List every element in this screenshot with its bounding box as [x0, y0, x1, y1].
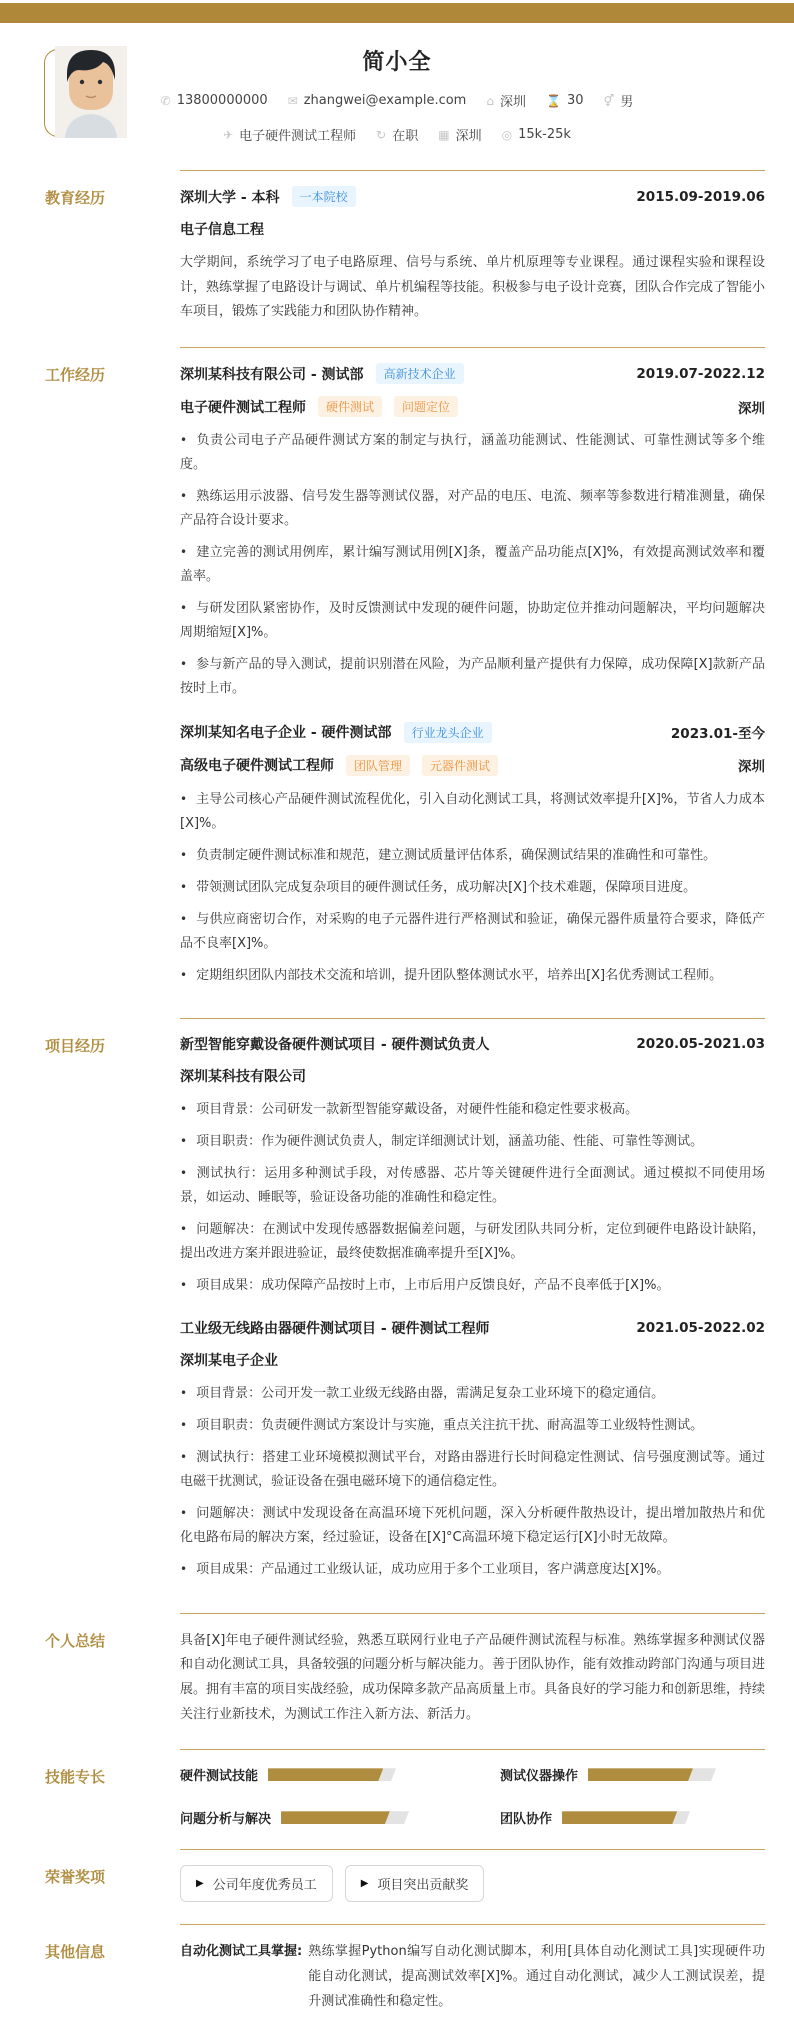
skills-body [180, 1749, 765, 1849]
project-bullet: • 项目成果：成功保障产品按时上市，上市后用户反馈良好，产品不良率低于[X]%。 [180, 1274, 765, 1298]
email-icon: ✉ [287, 93, 298, 108]
work-bullet-list [180, 788, 765, 988]
section-summary [0, 1613, 794, 1750]
other-body [180, 1924, 765, 2036]
resume-header [0, 23, 794, 170]
work-entry-head [180, 363, 765, 384]
summary-text: 具备[X]年电子硬件测试经验，熟悉互联网行业电子产品硬件测试流程与标准。熟练掌握多种测试仪器和自动化测试工具，具备较强的问题分析与解决能力。善于团队协作，能有效推动跨部门沟通与项目进展。拥有丰富的项目实战经验，成功保障多款产品高质量上市。具备良好的学习能力和创新思维，持续关注行业新技术，为测试工作注入新方法、新活力。 [180, 1632, 766, 1722]
section-work [0, 347, 794, 1018]
salary-icon: ◎ [501, 127, 513, 142]
work-bullet: • 熟练运用示波器、信号发生器等测试仪器，对产品的电压、电流、频率等参数进行精准测量，确保产品符合设计要求。 [180, 485, 765, 533]
section-title-summary: 个人总结 [45, 1631, 106, 1650]
project-bullet: • 项目背景：公司开发一款工业级无线路由器，需满足复杂工业环境下的稳定通信。 [180, 1382, 765, 1406]
resume-page [0, 3, 794, 2036]
project-entry-head [180, 1318, 765, 1338]
candidate-name: 简小全 [362, 50, 432, 75]
section-title-projects: 项目经历 [45, 1036, 106, 1055]
work-bullet: • 负责制定硬件测试标准和规范，建立测试质量评估体系，确保测试结果的准确性和可靠性。 [180, 844, 765, 868]
age-text: 30 [566, 93, 584, 108]
company-name: 深圳某科技有限公司 - 测试部 [180, 366, 364, 383]
city-icon: ▦ [438, 127, 450, 142]
skills-grid [180, 1765, 765, 1827]
work-date: 2019.07-2022.12 [636, 365, 765, 382]
skill-label: 问题分析与解决 [180, 1812, 272, 1828]
profile-photo-frame [44, 49, 118, 137]
skill-item [500, 1808, 765, 1827]
contact-salary [502, 127, 571, 142]
phone-number: 13800000000 [176, 93, 268, 108]
position-text: 电子硬件测试工程师 [239, 129, 357, 144]
project-company: 深圳某电子企业 [180, 1353, 278, 1370]
project-bullet: • 项目职责：负责硬件测试方案设计与实施，重点关注抗干扰、耐高温等工业级特性测试。 [180, 1414, 765, 1438]
contact-row-2 [30, 125, 764, 144]
skill-label: 测试仪器操作 [500, 1769, 579, 1785]
role-title: 电子硬件测试工程师 [180, 399, 306, 416]
contact-city [438, 125, 481, 144]
honor-label: 项目突出贡献奖 [377, 1878, 469, 1894]
project-entry [180, 1034, 765, 1298]
work-entry [180, 722, 765, 988]
project-bullet: • 项目成果：产品通过工业级认证，成功应用于多个工业项目，客户满意度达[X]%。 [180, 1558, 765, 1582]
education-description: 大学期间，系统学习了电子电路原理、信号与系统、单片机原理等专业课程。通过课程实验和课程设计，熟练掌握了电路设计与调试、单片机编程等技能。积极参与电子设计竞赛，团队合作完成了智能小车项目，锻炼了实践能力和团队协作精神。 [180, 255, 766, 320]
contact-gender [604, 91, 634, 110]
skill-bar-fill [268, 1768, 383, 1781]
project-company: 深圳某科技有限公司 [180, 1068, 306, 1085]
skill-bar-fill [562, 1811, 677, 1824]
project-bullet: • 测试执行：搭建工业环境模拟测试平台，对路由器进行长时间稳定性测试、信号强度测试等。通过电磁干扰测试，验证设备在强电磁环境下的通信稳定性。 [180, 1446, 765, 1494]
status-icon: ↻ [376, 127, 387, 142]
honors-body [180, 1849, 765, 1924]
work-bullet: • 与供应商密切合作，对采购的电子元器件进行严格测试和验证，确保元器件质量符合要求，降低产品不良率[X]%。 [180, 908, 765, 956]
work-role-row [180, 396, 765, 417]
work-bullet: • 定期组织团队内部技术交流和培训，提升团队整体测试水平，培养出[X]名优秀测试工程师。 [180, 964, 765, 988]
status-text: 在职 [392, 129, 419, 144]
work-entry-head [180, 722, 765, 743]
honor-pill [345, 1865, 485, 1902]
gender-icon: ⚥ [603, 93, 615, 108]
work-location: 深圳 [738, 400, 765, 417]
project-bullet: • 问题解决：在测试中发现传感器数据偏差问题，与研发团队共同分析，定位到硬件电路设计缺陷，提出改进方案并跟进验证，最终使数据准确率提升至[X]%。 [180, 1218, 765, 1266]
company-badge: 行业龙头企业 [404, 722, 492, 743]
phone-icon: ✆ [160, 93, 171, 108]
work-body [180, 347, 765, 1018]
work-bullet: • 带领测试团队完成复杂项目的硬件测试任务，成功解决[X]个技术难题，保障项目进度。 [180, 876, 765, 900]
project-bullet: • 项目职责：作为硬件测试负责人，制定详细测试计划，涵盖功能、性能、可靠性等测试。 [180, 1130, 765, 1154]
gender-text: 男 [620, 95, 634, 110]
project-entry-head [180, 1034, 765, 1054]
school-name: 深圳大学 - 本科 [180, 189, 280, 206]
projects-body [180, 1018, 765, 1613]
work-bullet: • 主导公司核心产品硬件测试流程优化，引入自动化测试工具，将测试效率提升[X]%，节省人力成本[X]%。 [180, 788, 765, 836]
skill-bar [562, 1811, 690, 1824]
honor-row [180, 1865, 765, 1902]
section-education [0, 170, 794, 347]
project-bullet-list [180, 1098, 765, 1298]
other-info-row [180, 1940, 765, 2014]
project-name: 新型智能穿戴设备硬件测试项目 - 硬件测试负责人 [180, 1036, 490, 1053]
role-tag: 问题定位 [394, 396, 458, 417]
skill-item [500, 1765, 765, 1784]
work-bullet: • 负责公司电子产品硬件测试方案的制定与执行，涵盖功能测试、性能测试、可靠性测试等多个维度。 [180, 429, 765, 477]
profile-photo [55, 46, 127, 138]
section-title-skills: 技能专长 [45, 1768, 106, 1787]
skill-bar [281, 1811, 409, 1824]
section-other [0, 1924, 794, 2036]
position-icon: ✈ [223, 127, 234, 142]
project-bullet-list [180, 1382, 765, 1582]
contact-row-1 [30, 91, 764, 110]
honor-pill [180, 1865, 333, 1902]
section-skills [0, 1749, 794, 1849]
summary-body [180, 1613, 765, 1750]
work-bullet: • 与研发团队紧密协作，及时反馈测试中发现的硬件问题，协助定位并推动问题解决，平均问题解决周期缩短[X]%。 [180, 597, 765, 645]
work-entry [180, 363, 765, 701]
section-title-work: 工作经历 [45, 366, 106, 385]
skill-bar [268, 1768, 396, 1781]
skill-bar [588, 1768, 716, 1781]
email-address: zhangwei@example.com [303, 93, 467, 108]
project-bullet: • 项目背景：公司研发一款新型智能穿戴设备，对硬件性能和稳定性要求极高。 [180, 1098, 765, 1122]
location-text: 深圳 [499, 95, 526, 110]
project-date: 2021.05-2022.02 [636, 1320, 765, 1337]
work-bullet: • 参与新产品的导入测试，提前识别潜在风险，为产品顺利量产提供有力保障，成功保障[X]款新产品按时上市。 [180, 653, 765, 701]
role-tag: 元器件测试 [422, 755, 498, 776]
top-accent-bar [0, 3, 794, 23]
role-tag: 硬件测试 [318, 396, 382, 417]
profile-photo-image [55, 46, 127, 138]
education-date: 2015.09-2019.06 [636, 188, 765, 205]
city-text: 深圳 [455, 129, 482, 144]
project-bullet: • 问题解决：测试中发现设备在高温环境下死机问题，深入分析硬件散热设计，提出增加散热片和优化电路布局的解决方案，经过验证，设备在[X]°C高温环境下稳定运行[X]小时无故障。 [180, 1502, 765, 1550]
work-bullet: • 建立完善的测试用例库，累计编写测试用例[X]条，覆盖产品功能点[X]%，有效提高测试效率和覆盖率。 [180, 541, 765, 589]
project-date: 2020.05-2021.03 [636, 1035, 765, 1052]
play-icon: ▶ [196, 1877, 204, 1889]
contact-location [486, 91, 526, 110]
contact-email [288, 93, 467, 108]
location-icon: ⌂ [486, 93, 494, 108]
work-location: 深圳 [738, 759, 765, 776]
company-name: 深圳某知名电子企业 - 硬件测试部 [180, 725, 392, 742]
contact-position [223, 125, 356, 144]
section-title-honors: 荣誉奖项 [45, 1868, 106, 1887]
section-title-other: 其他信息 [45, 1943, 106, 1962]
skill-label: 团队协作 [500, 1812, 553, 1828]
company-badge: 高新技术企业 [376, 363, 464, 384]
major-name: 电子信息工程 [180, 222, 264, 238]
section-title-education: 教育经历 [45, 189, 106, 207]
skill-item [180, 1765, 445, 1784]
skill-item [180, 1808, 445, 1827]
education-entry-head [180, 186, 765, 207]
skill-label: 硬件测试技能 [180, 1769, 259, 1785]
work-date: 2023.01-至今 [670, 726, 765, 743]
other-info-label: 自动化测试工具掌握: [180, 1944, 303, 1960]
skill-bar-fill [588, 1768, 693, 1781]
contact-phone [161, 93, 268, 108]
play-icon: ▶ [360, 1877, 369, 1889]
contact-status [376, 125, 418, 144]
skill-bar-fill [281, 1811, 390, 1824]
section-honors [0, 1849, 794, 1924]
project-entry [180, 1318, 765, 1582]
other-info-text: 熟练掌握Python编写自动化测试脚本，利用[具体自动化测试工具]实现硬件功能自动化测试，提高测试效率[X]%。通过自动化测试，减少人工测试误差，提升测试准确性和稳定性。 [308, 1944, 765, 2009]
work-bullet-list [180, 429, 765, 701]
salary-text: 15k-25k [518, 127, 571, 142]
age-icon: ⌛ [546, 93, 561, 108]
project-name: 工业级无线路由器硬件测试项目 - 硬件测试工程师 [180, 1321, 490, 1338]
school-badge: 一本院校 [292, 186, 356, 207]
honor-label: 公司年度优秀员工 [212, 1878, 317, 1894]
project-bullet: • 测试执行：运用多种测试手段，对传感器、芯片等关键硬件进行全面测试。通过模拟不同使用场景，如运动、睡眠等，验证设备功能的准确性和稳定性。 [180, 1162, 765, 1210]
contact-age [546, 93, 584, 108]
education-body [180, 170, 765, 347]
role-tag: 团队管理 [346, 755, 410, 776]
section-projects [0, 1018, 794, 1613]
work-role-row [180, 755, 765, 776]
role-title: 高级电子硬件测试工程师 [180, 758, 334, 775]
